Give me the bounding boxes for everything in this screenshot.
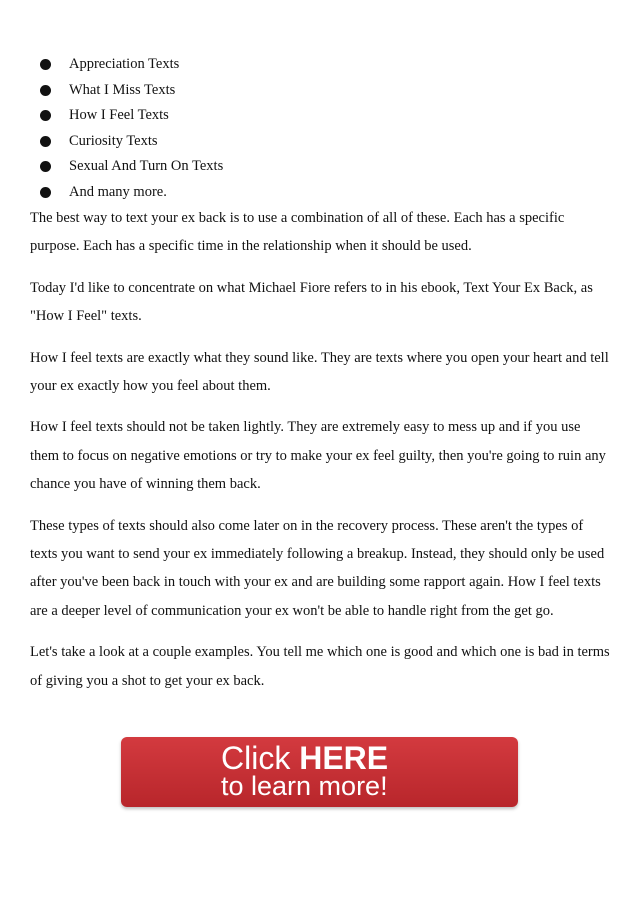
click-here-button[interactable] <box>121 737 518 807</box>
body-text <box>30 204 610 708</box>
list-item-text: How I Feel Texts <box>69 107 169 123</box>
paragraph: These types of texts should also come later on in the recovery process. These aren't the types of texts you want to send your ex immediately following a breakup. Instead, they should only be used after you've been back in touch with your ex and are building some rapport again. How I feel texts are a deeper level of communication your ex won't be able to handle right from the get go. <box>30 517 605 619</box>
bullet-icon <box>40 59 51 70</box>
list-item-text: Appreciation Texts <box>69 56 180 72</box>
paragraph: How I feel texts should not be taken lightly. They are extremely easy to mess up and if you use them to focus on negative emotions or try to make your ex feel guilty, then you're going to ruin any chance you have of winning them back. <box>30 419 606 493</box>
list-item-text: And many more. <box>69 183 167 200</box>
bullet-icon <box>40 136 51 147</box>
bullet-icon <box>40 110 51 121</box>
paragraph: Let's take a look at a couple examples. You tell me which one is good and which one is bad in terms of giving you a shot to get your ex back. <box>30 644 610 689</box>
list-item-text: Curiosity Texts <box>69 132 158 149</box>
paragraph: How I feel texts are exactly what they sound like. They are texts where you open your heart and tell your ex exactly how you feel about them. <box>30 349 609 395</box>
list-item-text: Sexual And Turn On Texts <box>69 158 224 174</box>
bullet-icon <box>40 85 51 96</box>
paragraph: Today I'd like to concentrate on what Michael Fiore refers to in his ebook, Text Your Ex Back, as "How I Feel" texts. <box>30 279 593 325</box>
list-item-text: What I Miss Texts <box>69 81 176 98</box>
cta-line-2: to learn more! <box>221 771 388 801</box>
cta-strong: HERE <box>299 740 389 776</box>
paragraph: The best way to text your ex back is to use a combination of all of these. Each has a specific purpose. Each has a specific time in the relationship when it should be used. <box>30 210 565 255</box>
cta-prefix: Click <box>221 740 300 776</box>
bullet-icon <box>40 187 51 198</box>
bullet-icon <box>40 161 51 172</box>
